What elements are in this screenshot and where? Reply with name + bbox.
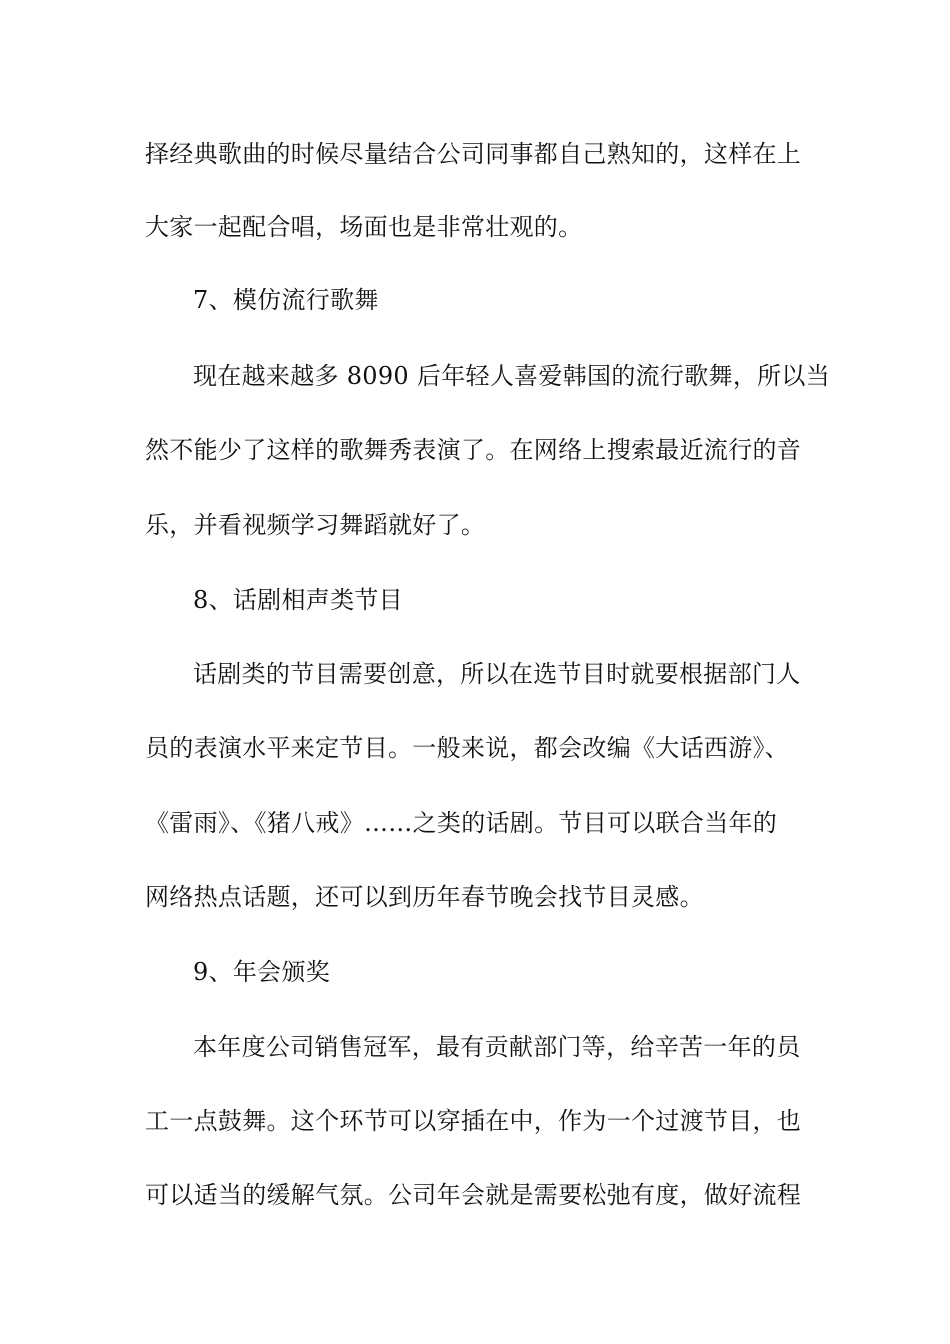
paragraph-line: 员的表演水平来定节目。一般来说，都会改编《大话西游》、 <box>145 734 790 762</box>
paragraph-line: 乐，并看视频学习舞蹈就好了。 <box>145 511 486 539</box>
paragraph-line: 择经典歌曲的时候尽量结合公司同事都自己熟知的，这样在上 <box>145 140 802 168</box>
paragraph-line: 网络热点话题，还可以到历年春节晚会找节目灵感。 <box>145 883 704 911</box>
paragraph-line: 话剧类的节目需要创意，所以在选节目时就要根据部门人 <box>193 660 801 688</box>
paragraph-line: 大家一起配合唱，场面也是非常壮观的。 <box>145 213 583 241</box>
paragraph-line: 《雷雨》、《猪八戒》……之类的话剧。节目可以联合当年的 <box>145 809 778 837</box>
paragraph-line: 工一点鼓舞。这个环节可以穿插在中，作为一个过渡节目，也 <box>145 1107 802 1135</box>
paragraph-line: 本年度公司销售冠军，最有贡献部门等，给辛苦一年的员 <box>193 1033 801 1061</box>
paragraph-line: 现在越来越多 8090 后年轻人喜爱韩国的流行歌舞，所以当 <box>193 362 831 390</box>
section-heading: 7、模仿流行歌舞 <box>193 286 379 314</box>
paragraph-line: 可以适当的缓解气氛。公司年会就是需要松弛有度，做好流程 <box>145 1181 802 1209</box>
section-heading: 9、年会颁奖 <box>193 958 331 986</box>
section-heading: 8、话剧相声类节目 <box>193 586 403 614</box>
paragraph-line: 然不能少了这样的歌舞秀表演了。在网络上搜索最近流行的音 <box>145 436 802 464</box>
